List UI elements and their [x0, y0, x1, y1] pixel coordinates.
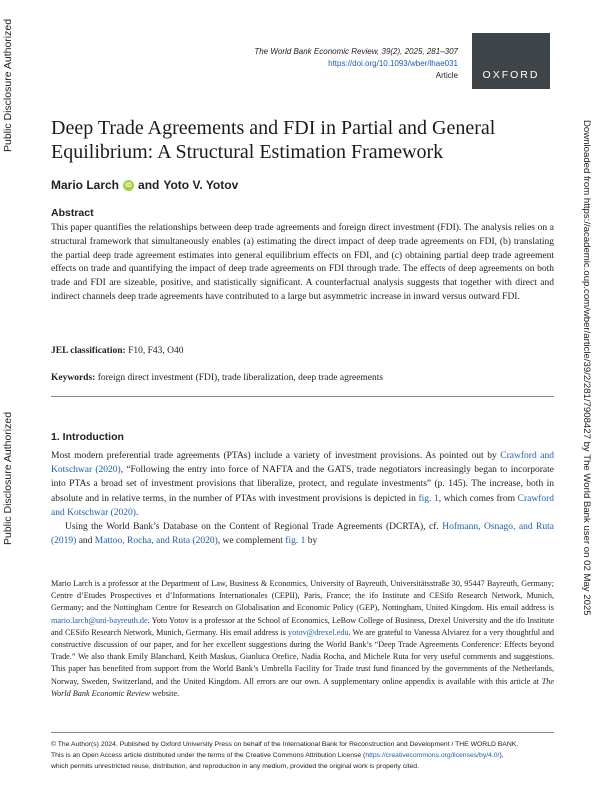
oxford-logo-text: OXFORD [482, 69, 540, 81]
license-notice [51, 740, 554, 772]
jel-classification [51, 346, 184, 356]
doi-link[interactable]: https://doi.org/10.1093/wber/lhae031 [328, 59, 458, 68]
disclosure-stamp-bottom: Public Disclosure Authorized [2, 411, 14, 545]
oxford-logo [472, 33, 550, 89]
license-line [51, 751, 554, 762]
text-run: and [76, 536, 95, 547]
author-first[interactable]: Mario Larch [51, 178, 120, 192]
text-run: ), [499, 751, 504, 759]
paragraph [51, 449, 554, 520]
text-run: Most modern preferential trade agreements (PTAs) include a variety of investment provisions. As pointed out by [51, 451, 501, 461]
keywords-label: Keywords: [51, 373, 96, 383]
author-second[interactable]: Yoto V. Yotov [163, 178, 239, 192]
abstract-heading: Abstract [51, 207, 94, 219]
copyright-line: © The Author(s) 2024. Published by Oxford University Press on behalf of the International Bank for Reconstruction and Development / THE WORLD BANK. [51, 741, 519, 748]
text-run: . Yoto Yotov is a professor at the School of Economics, LeBow College of Business, Drexel University and the ifo Institute and CESifo Research Network, Munich, Germany. His email address is [51, 615, 554, 637]
introduction-body [51, 449, 554, 548]
text-run: This is an Open Access article distributed under the terms of the Creative Commons Attribution License ( [51, 751, 366, 759]
abstract-text: This paper quantifies the relationships between deep trade agreements and foreign direct investment (FDI). The analysis relies on a structural framework that simultaneously enables (a) estimating the direct impact of deep trade agreements on FDI, (b) translating the partial deep trade agreement estimates into general equilibrium effects on FDI, and (c) obtaining partial deep trade agreement effects on trade and quantifying the impact of deep trade agreements on FDI through trade. The effects of deep agreements on both trade and FDI are sizeable, positive, and statistically significant. A counterfactual analysis suggests that together with direct and indirect channels deep trade agreements have contributed to a large but asymmetric increase in inward versus outward FDI. [51, 223, 554, 302]
text-run: , which comes from [438, 493, 518, 504]
divider [51, 396, 554, 397]
author-line [51, 178, 238, 192]
figure-link[interactable]: fig. 1 [418, 493, 439, 504]
author-footnote [51, 578, 554, 700]
text-run: . We are grateful to Vanessa Alviarez for a very thoughtful and constructive discussion of our paper, and for her excellent suggestions during the World Bank’s “Deep Trade Agreements Conference: Effects beyond Trade.” We also thank Emily Blanchard, Keith Maskus, Gianluca Orefice, Nadia Rocha, and Michele Ruta for very useful comments and suggestions. This paper has benefited from support from the World Bank’s Umbrella Facility for Trade trust fund financed by the governments of the Netherlands, Norway, Sweden, Switzerland, and the United Kingdom. All errors are our own. A supplementary online appendix is available with this article at [51, 627, 555, 686]
figure-link[interactable]: fig. 1 [285, 536, 306, 547]
article-type: Article [435, 71, 458, 80]
keywords-value: foreign direct investment (FDI), trade liberalization, deep trade agreements [97, 373, 384, 383]
text-run: , we complement [217, 536, 286, 547]
text-run: . [135, 507, 139, 518]
citation-link[interactable]: Crawford and Kotschwar (2020) [51, 493, 555, 518]
text-run: , “Following the entry into force of NAFTA and the GATS, trade negotiators increasingly began to incorporate into PTAs a broad set of investment provisions that liberalize, protect, and regulate investments” (p. 145). The increase, both in absolute and in relative terms, in the number of PTAs with investment provisions is depicted in [51, 465, 554, 504]
keywords [51, 373, 383, 383]
section-heading-introduction: 1. Introduction [51, 431, 124, 443]
journal-name: The World Bank Economic Review [51, 676, 554, 698]
text-run: website. [150, 688, 180, 698]
citation-link[interactable]: Mattoo, Rocha, and Ruta (2020) [94, 536, 218, 547]
paragraph [51, 520, 554, 548]
journal-citation: The World Bank Economic Review, 39(2), 2025, 281–307 [254, 47, 458, 56]
divider [51, 732, 554, 733]
orcid-icon[interactable]: iD [123, 180, 134, 191]
citation-link[interactable]: Crawford and Kotschwar (2020) [51, 451, 554, 476]
author-and: and [138, 178, 160, 192]
disclosure-stamp-top: Public Disclosure Authorized [2, 18, 14, 152]
jel-label: JEL classification: [51, 346, 126, 356]
citation-link[interactable]: Hofmann, Osnago, and Ruta (2019) [51, 522, 554, 547]
text-run: Mario Larch is a professor at the Department of Law, Business & Economics, University of Bayreuth, Universitätsstraße 30, 95447 Bayreuth, Germany; Centre d’Etudes Prospectives et d’Informations Internationales (CEPII), Paris, France; the ifo Institute and CESifo Research Network, Munich, Germany; and the Nottingham Centre for Research on Globalisation and Economic Policy (GEP), Nottingham, United Kingdom. His email address is [51, 579, 554, 613]
paper-title: Deep Trade Agreements and FDI in Partial and General Equilibrium: A Structural Estimation Framework [51, 117, 496, 163]
journal-header [238, 46, 458, 82]
jel-value: F10, F43, O40 [128, 346, 184, 356]
license-terms: which permits unrestricted reuse, distribution, and reproduction in any medium, provided the original work is properly cited. [51, 762, 419, 770]
download-watermark: Downloaded from https://academic.oup.com/wber/article/39/2/281/7908427 by The World Bank user on 02 May 2025 [581, 120, 592, 616]
license-link[interactable]: https://creativecommons.org/licenses/by/4.0/ [365, 751, 500, 759]
text-run: by [305, 536, 318, 547]
email-link[interactable]: mario.larch@uni-bayreuth.de [51, 615, 148, 625]
email-link[interactable]: yotov@drexel.edu [288, 627, 349, 637]
text-run: Using the World Bank’s Database on the Content of Regional Trade Agreements (DCRTA), cf. [65, 522, 443, 533]
